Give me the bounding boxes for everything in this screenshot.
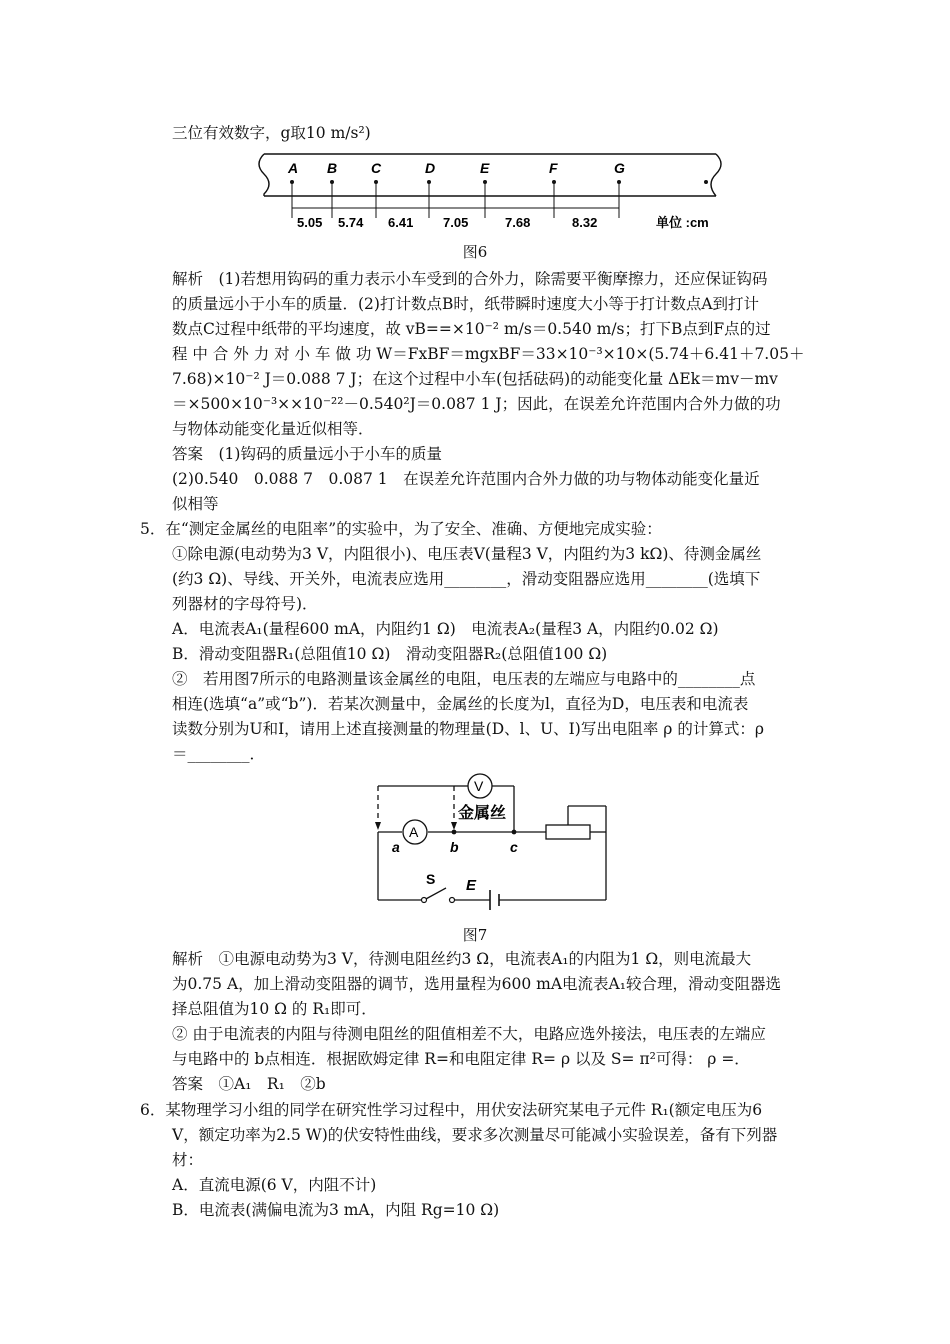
voltmeter-label: V bbox=[474, 778, 484, 794]
segment-length: 5.05 bbox=[297, 215, 323, 230]
segment-length: 7.05 bbox=[443, 215, 469, 230]
answer-line: 似相等 bbox=[172, 495, 219, 513]
switch-label: S bbox=[426, 871, 436, 887]
segment-length: 8.32 bbox=[572, 215, 598, 230]
point-label: B bbox=[327, 160, 338, 176]
question-title: 5．在“测定金属丝的电阻率”的实验中，为了安全、准确、方便地完成实验： bbox=[140, 520, 662, 538]
source-label: E bbox=[466, 877, 477, 894]
analysis-line: 解析 (1)若想用钩码的重力表示小车受到的合外力，除需要平衡摩擦力，还应保证钩码 bbox=[172, 270, 768, 288]
question-line: (约3 Ω)、导线、开关外，电流表应选用________，滑动变阻器应选用________(选填下 bbox=[172, 570, 761, 588]
question-line: 材： bbox=[172, 1151, 204, 1169]
option-line: B．电流表(满偏电流为3 mA，内阻 Rg=10 Ω) bbox=[172, 1201, 500, 1219]
analysis-line: ＝×500×10⁻³××10⁻²²－0.540²J＝0.087 1 J；因此，在误差允许范围内合外力做的功 bbox=[172, 395, 781, 413]
wire-label: 金属丝 bbox=[458, 805, 507, 822]
analysis-line: 与电路中的 b点相连．根据欧姆定律 R=和电阻定律 R= ρ 以及 S= π²可得： ρ =． bbox=[172, 1050, 750, 1068]
point-label: G bbox=[614, 160, 625, 176]
figure-7-caption: 图7 bbox=[462, 926, 488, 944]
analysis-line: 7.68)×10⁻² J＝0.088 7 J；在这个过程中小车(包括砝码)的动能变化量 ΔEk＝mv－mv bbox=[172, 370, 778, 388]
point-label: A bbox=[288, 160, 299, 176]
figure-6-paper-tape bbox=[250, 150, 730, 234]
node-a-label: a bbox=[392, 839, 400, 855]
answer-line: 答案 ①A₁ R₁ ②b bbox=[172, 1075, 326, 1093]
tape-point-labels bbox=[287, 160, 625, 176]
question-line: ＝________． bbox=[172, 745, 266, 763]
segment-length: 5.74 bbox=[338, 215, 364, 230]
question-line: V，额定功率为2.5 W)的伏安特性曲线，要求多次测量尽可能减小实验误差，备有下列器 bbox=[172, 1126, 778, 1144]
answer-line: 答案 (1)钩码的质量远小于小车的质量 bbox=[172, 445, 442, 463]
question-title: 6．某物理学习小组的同学在研究性学习过程中，用伏安法研究某电子元件 R₁(额定电压为6 bbox=[140, 1101, 763, 1119]
segment-length: 6.41 bbox=[388, 215, 414, 230]
question-line: 列器材的字母符号)． bbox=[172, 595, 318, 613]
analysis-line: ② 由于电流表的内阻与待测电阻丝的阻值相差不大，电路应选外接法，电压表的左端应 bbox=[172, 1025, 766, 1043]
unit-label: 单位 :cm bbox=[656, 215, 709, 230]
point-label: D bbox=[425, 160, 436, 176]
question-line: 相连(选填“a”或“b”)．若某次测量中，金属丝的长度为l，直径为D，电压表和电流表 bbox=[172, 695, 749, 713]
analysis-line: 择总阻值为10 Ω 的 R₁即可． bbox=[172, 1000, 377, 1018]
question-line: ② 若用图7所示的电路测量该金属丝的电阻，电压表的左端应与电路中的________点 bbox=[172, 670, 756, 688]
option-line: B．滑动变阻器R₁(总阻值10 Ω) 滑动变阻器R₂(总阻值100 Ω) bbox=[172, 645, 608, 663]
analysis-line: 数点C过程中纸带的平均速度，故 vB==×10⁻² m/s＝0.540 m/s；打下B点到F点的过 bbox=[172, 320, 771, 338]
point-label: F bbox=[549, 160, 558, 176]
point-label: E bbox=[480, 160, 490, 176]
question-line: 读数分别为U和I，请用上述直接测量的物理量(D、l、U、I)写出电阻率 ρ 的计算式：ρ bbox=[172, 720, 764, 738]
analysis-line: 与物体动能变化量近似相等． bbox=[172, 420, 374, 438]
option-line: A．直流电源(6 V，内阻不计) bbox=[172, 1176, 377, 1194]
tape-segment-lengths bbox=[297, 215, 709, 230]
segment-length: 7.68 bbox=[505, 215, 531, 230]
figure-7-circuit bbox=[368, 770, 618, 920]
node-c-label: c bbox=[510, 839, 518, 855]
question-line: ①除电源(电动势为3 V，内阻很小)、电压表V(量程3 V，内阻约为3 kΩ)、待测金属丝 bbox=[172, 545, 762, 563]
point-label: C bbox=[371, 160, 382, 176]
option-line: A．电流表A₁(量程600 mA，内阻约1 Ω) 电流表A₂(量程3 A，内阻约0.02 Ω) bbox=[172, 620, 719, 638]
analysis-line: 解析 ①电源电动势为3 V，待测电阻丝约3 Ω，电流表A₁的内阻为1 Ω，则电流最大 bbox=[172, 950, 752, 968]
analysis-line: 程 中 合 外 力 对 小 车 做 功 W＝FxBF＝mgxBF＝33×10⁻³×10×(5.74＋6.41＋7.05＋ bbox=[172, 345, 805, 363]
intro-line: 三位有效数字，g取10 m/s²) bbox=[172, 124, 371, 142]
analysis-line: 为0.75 A，加上滑动变阻器的调节，选用量程为600 mA电流表A₁较合理，滑动变阻器选 bbox=[172, 975, 781, 993]
ammeter-label: A bbox=[409, 824, 419, 840]
node-b-label: b bbox=[450, 839, 459, 855]
analysis-line: 的质量远小于小车的质量．(2)打计数点B时，纸带瞬时速度大小等于打计数点A到打计 bbox=[172, 295, 760, 313]
figure-6-caption: 图6 bbox=[462, 243, 488, 261]
answer-line: (2)0.540 0.088 7 0.087 1 在误差允许范围内合外力做的功与物体动能变化量近 bbox=[172, 470, 760, 488]
